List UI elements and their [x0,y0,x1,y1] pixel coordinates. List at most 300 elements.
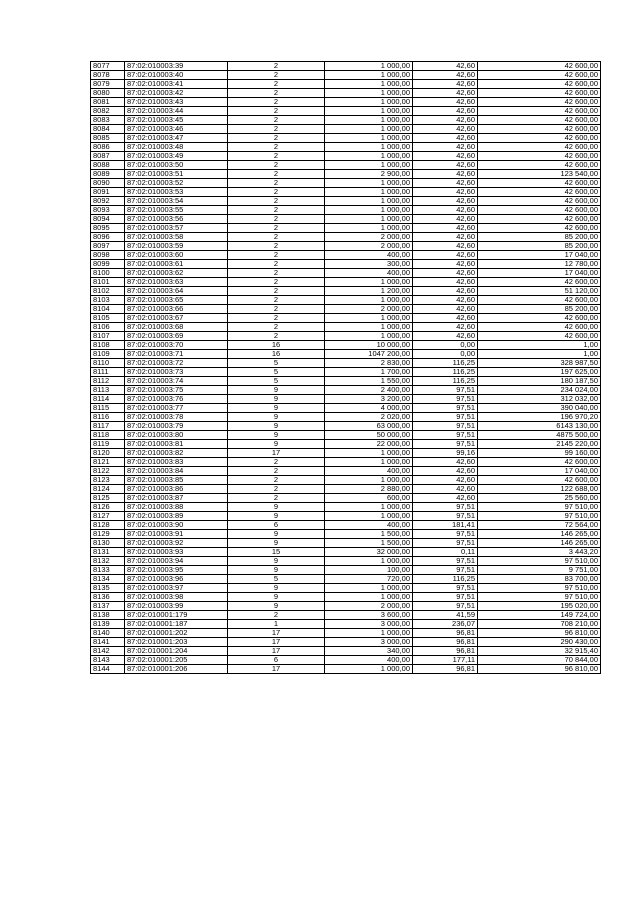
group-cell: 16 [228,350,325,359]
row-number-cell: 8120 [91,449,125,458]
group-cell: 2 [228,476,325,485]
rate-cell: 42,60 [413,458,478,467]
value-cell: 85 200,00 [478,233,601,242]
table-row [91,188,601,197]
table-row [91,197,601,206]
table-row [91,404,601,413]
table-row [91,656,601,665]
row-number-cell: 8118 [91,431,125,440]
group-cell: 6 [228,656,325,665]
value-cell: 42 600,00 [478,332,601,341]
row-number-cell: 8095 [91,224,125,233]
row-number-cell: 8111 [91,368,125,377]
area-cell: 1 000,00 [325,152,413,161]
cadastral-number-cell: 87:02:010003:85 [125,476,228,485]
cadastral-number-cell: 87:02:010003:42 [125,89,228,98]
rate-cell: 96,81 [413,638,478,647]
table-row [91,305,601,314]
rate-cell: 42,60 [413,71,478,80]
group-cell: 9 [228,512,325,521]
value-cell: 708 210,00 [478,620,601,629]
cadastral-number-cell: 87:02:010003:55 [125,206,228,215]
row-number-cell: 8133 [91,566,125,575]
row-number-cell: 8144 [91,665,125,674]
row-number-cell: 8115 [91,404,125,413]
table-row [91,341,601,350]
cadastral-number-cell: 87:02:010003:41 [125,80,228,89]
group-cell: 15 [228,548,325,557]
cadastral-number-cell: 87:02:010001:202 [125,629,228,638]
value-cell: 97 510,00 [478,512,601,521]
value-cell: 42 600,00 [478,134,601,143]
row-number-cell: 8086 [91,143,125,152]
row-number-cell: 8143 [91,656,125,665]
rate-cell: 97,51 [413,431,478,440]
area-cell: 2 000,00 [325,233,413,242]
row-number-cell: 8102 [91,287,125,296]
cadastral-number-cell: 87:02:010003:52 [125,179,228,188]
table-row [91,638,601,647]
area-cell: 1 000,00 [325,80,413,89]
table-row [91,539,601,548]
cadastral-number-cell: 87:02:010003:81 [125,440,228,449]
cadastral-number-cell: 87:02:010001:205 [125,656,228,665]
group-cell: 2 [228,296,325,305]
area-cell: 1 000,00 [325,593,413,602]
area-cell: 1 550,00 [325,377,413,386]
rate-cell: 42,60 [413,206,478,215]
row-number-cell: 8134 [91,575,125,584]
area-cell: 1 000,00 [325,476,413,485]
rate-cell: 42,60 [413,152,478,161]
table-row [91,323,601,332]
area-cell: 1047 200,00 [325,350,413,359]
group-cell: 2 [228,458,325,467]
rate-cell: 99,16 [413,449,478,458]
rate-cell: 42,60 [413,278,478,287]
group-cell: 2 [228,80,325,89]
table-row [91,413,601,422]
group-cell: 2 [228,134,325,143]
area-cell: 1 200,00 [325,287,413,296]
value-cell: 51 120,00 [478,287,601,296]
value-cell: 17 040,00 [478,467,601,476]
rate-cell: 116,25 [413,359,478,368]
cadastral-number-cell: 87:02:010003:62 [125,269,228,278]
group-cell: 2 [228,251,325,260]
cadastral-number-cell: 87:02:010003:58 [125,233,228,242]
group-cell: 2 [228,161,325,170]
area-cell: 1 000,00 [325,629,413,638]
value-cell: 146 265,00 [478,530,601,539]
cadastral-number-cell: 87:02:010003:96 [125,575,228,584]
cadastral-number-cell: 87:02:010003:78 [125,413,228,422]
group-cell: 2 [228,260,325,269]
area-cell: 50 000,00 [325,431,413,440]
rate-cell: 97,51 [413,422,478,431]
table-row [91,233,601,242]
value-cell: 85 200,00 [478,305,601,314]
area-cell: 1 000,00 [325,323,413,332]
rate-cell: 177,11 [413,656,478,665]
group-cell: 2 [228,332,325,341]
area-cell: 1 000,00 [325,584,413,593]
area-cell: 2 830,00 [325,359,413,368]
table-row [91,251,601,260]
cadastral-number-cell: 87:02:010003:95 [125,566,228,575]
rate-cell: 42,60 [413,332,478,341]
table-row [91,116,601,125]
row-number-cell: 8092 [91,197,125,206]
table-row [91,152,601,161]
cadastral-number-cell: 87:02:010003:59 [125,242,228,251]
area-cell: 1 500,00 [325,539,413,548]
row-number-cell: 8081 [91,98,125,107]
group-cell: 2 [228,170,325,179]
row-number-cell: 8085 [91,134,125,143]
cadastral-number-cell: 87:02:010003:82 [125,449,228,458]
row-number-cell: 8093 [91,206,125,215]
rate-cell: 42,60 [413,170,478,179]
rate-cell: 97,51 [413,539,478,548]
group-cell: 2 [228,485,325,494]
value-cell: 12 780,00 [478,260,601,269]
value-cell: 9 751,00 [478,566,601,575]
rate-cell: 96,81 [413,665,478,674]
cadastral-number-cell: 87:02:010003:83 [125,458,228,467]
group-cell: 9 [228,395,325,404]
row-number-cell: 8100 [91,269,125,278]
area-cell: 63 000,00 [325,422,413,431]
row-number-cell: 8089 [91,170,125,179]
value-cell: 42 600,00 [478,215,601,224]
group-cell: 9 [228,413,325,422]
row-number-cell: 8113 [91,386,125,395]
rate-cell: 42,60 [413,62,478,71]
group-cell: 5 [228,377,325,386]
cadastral-number-cell: 87:02:010003:53 [125,188,228,197]
rate-cell: 0,00 [413,341,478,350]
area-cell: 1 000,00 [325,665,413,674]
value-cell: 328 987,50 [478,359,601,368]
group-cell: 2 [228,107,325,116]
group-cell: 9 [228,584,325,593]
row-number-cell: 8098 [91,251,125,260]
group-cell: 2 [228,314,325,323]
group-cell: 9 [228,557,325,566]
table-row [91,143,601,152]
rate-cell: 236,07 [413,620,478,629]
cadastral-number-cell: 87:02:010003:60 [125,251,228,260]
cadastral-number-cell: 87:02:010003:63 [125,278,228,287]
row-number-cell: 8106 [91,323,125,332]
value-cell: 99 160,00 [478,449,601,458]
area-cell: 1 000,00 [325,224,413,233]
rate-cell: 42,60 [413,80,478,89]
rate-cell: 97,51 [413,503,478,512]
value-cell: 97 510,00 [478,584,601,593]
cadastral-number-cell: 87:02:010003:97 [125,584,228,593]
value-cell: 83 700,00 [478,575,601,584]
row-number-cell: 8114 [91,395,125,404]
value-cell: 42 600,00 [478,107,601,116]
cadastral-number-cell: 87:02:010001:204 [125,647,228,656]
row-number-cell: 8110 [91,359,125,368]
table-row [91,485,601,494]
rate-cell: 41,59 [413,611,478,620]
table-row [91,422,601,431]
value-cell: 85 200,00 [478,242,601,251]
area-cell: 1 000,00 [325,314,413,323]
value-cell: 1,00 [478,350,601,359]
table-row [91,314,601,323]
table-row [91,521,601,530]
area-cell: 1 000,00 [325,125,413,134]
row-number-cell: 8109 [91,350,125,359]
cadastral-number-cell: 87:02:010003:43 [125,98,228,107]
group-cell: 17 [228,665,325,674]
rate-cell: 42,60 [413,116,478,125]
value-cell: 96 810,00 [478,665,601,674]
row-number-cell: 8141 [91,638,125,647]
group-cell: 2 [228,206,325,215]
value-cell: 42 600,00 [478,143,601,152]
row-number-cell: 8088 [91,161,125,170]
table-row [91,296,601,305]
cadastral-number-cell: 87:02:010003:47 [125,134,228,143]
row-number-cell: 8128 [91,521,125,530]
group-cell: 17 [228,629,325,638]
value-cell: 123 540,00 [478,170,601,179]
area-cell: 2 000,00 [325,305,413,314]
table-row [91,332,601,341]
rate-cell: 97,51 [413,512,478,521]
row-number-cell: 8131 [91,548,125,557]
table-body [91,62,601,674]
value-cell: 17 040,00 [478,251,601,260]
rate-cell: 96,81 [413,647,478,656]
table-row [91,467,601,476]
area-cell: 2 880,00 [325,485,413,494]
cadastral-number-cell: 87:02:010003:48 [125,143,228,152]
rate-cell: 42,60 [413,485,478,494]
area-cell: 1 000,00 [325,449,413,458]
rate-cell: 0,00 [413,350,478,359]
group-cell: 2 [228,71,325,80]
area-cell: 1 500,00 [325,530,413,539]
group-cell: 2 [228,152,325,161]
value-cell: 42 600,00 [478,179,601,188]
group-cell: 9 [228,440,325,449]
row-number-cell: 8126 [91,503,125,512]
cadastral-number-cell: 87:02:010003:57 [125,224,228,233]
area-cell: 400,00 [325,251,413,260]
area-cell: 10 000,00 [325,341,413,350]
row-number-cell: 8097 [91,242,125,251]
rate-cell: 42,60 [413,188,478,197]
area-cell: 1 000,00 [325,71,413,80]
row-number-cell: 8091 [91,188,125,197]
row-number-cell: 8096 [91,233,125,242]
area-cell: 1 000,00 [325,107,413,116]
area-cell: 3 200,00 [325,395,413,404]
cadastral-number-cell: 87:02:010003:94 [125,557,228,566]
value-cell: 42 600,00 [478,62,601,71]
table-row [91,359,601,368]
rate-cell: 97,51 [413,602,478,611]
area-cell: 1 000,00 [325,278,413,287]
row-number-cell: 8103 [91,296,125,305]
value-cell: 3 443,20 [478,548,601,557]
row-number-cell: 8124 [91,485,125,494]
rate-cell: 42,60 [413,242,478,251]
area-cell: 3 600,00 [325,611,413,620]
area-cell: 1 000,00 [325,188,413,197]
group-cell: 2 [228,278,325,287]
value-cell: 196 970,20 [478,413,601,422]
cadastral-number-cell: 87:02:010003:79 [125,422,228,431]
cadastral-number-cell: 87:02:010003:75 [125,386,228,395]
group-cell: 2 [228,269,325,278]
value-cell: 97 510,00 [478,503,601,512]
rate-cell: 42,60 [413,233,478,242]
group-cell: 2 [228,323,325,332]
table-row [91,179,601,188]
area-cell: 400,00 [325,656,413,665]
row-number-cell: 8135 [91,584,125,593]
cadastral-number-cell: 87:02:010003:46 [125,125,228,134]
value-cell: 42 600,00 [478,89,601,98]
value-cell: 149 724,00 [478,611,601,620]
group-cell: 9 [228,566,325,575]
area-cell: 1 000,00 [325,98,413,107]
table-row [91,269,601,278]
table-row [91,287,601,296]
value-cell: 122 688,00 [478,485,601,494]
group-cell: 9 [228,431,325,440]
area-cell: 3 000,00 [325,620,413,629]
cadastral-number-cell: 87:02:010003:74 [125,377,228,386]
area-cell: 1 700,00 [325,368,413,377]
cadastral-number-cell: 87:02:010003:71 [125,350,228,359]
rate-cell: 97,51 [413,566,478,575]
area-cell: 1 000,00 [325,215,413,224]
rate-cell: 116,25 [413,377,478,386]
row-number-cell: 8121 [91,458,125,467]
row-number-cell: 8142 [91,647,125,656]
group-cell: 2 [228,467,325,476]
table-row [91,431,601,440]
table-row [91,575,601,584]
value-cell: 42 600,00 [478,188,601,197]
group-cell: 2 [228,116,325,125]
value-cell: 312 032,00 [478,395,601,404]
cadastral-number-cell: 87:02:010003:67 [125,314,228,323]
table-row [91,611,601,620]
value-cell: 25 560,00 [478,494,601,503]
row-number-cell: 8083 [91,116,125,125]
area-cell: 1 000,00 [325,503,413,512]
area-cell: 32 000,00 [325,548,413,557]
value-cell: 42 600,00 [478,125,601,134]
area-cell: 300,00 [325,260,413,269]
row-number-cell: 8084 [91,125,125,134]
rate-cell: 42,60 [413,224,478,233]
rate-cell: 97,51 [413,593,478,602]
table-row [91,593,601,602]
cadastral-number-cell: 87:02:010003:99 [125,602,228,611]
group-cell: 2 [228,224,325,233]
rate-cell: 97,51 [413,404,478,413]
cadastral-number-cell: 87:02:010003:49 [125,152,228,161]
table-row [91,170,601,179]
rate-cell: 42,60 [413,296,478,305]
table-row [91,377,601,386]
value-cell: 2145 220,00 [478,440,601,449]
group-cell: 2 [228,242,325,251]
cadastral-number-cell: 87:02:010001:206 [125,665,228,674]
area-cell: 1 000,00 [325,161,413,170]
cadastral-number-cell: 87:02:010003:40 [125,71,228,80]
group-cell: 2 [228,62,325,71]
table-row [91,530,601,539]
value-cell: 97 510,00 [478,593,601,602]
rate-cell: 97,51 [413,386,478,395]
group-cell: 2 [228,233,325,242]
cadastral-number-cell: 87:02:010001:179 [125,611,228,620]
rate-cell: 42,60 [413,287,478,296]
table-row [91,548,601,557]
value-cell: 42 600,00 [478,152,601,161]
group-cell: 9 [228,602,325,611]
table-row [91,260,601,269]
value-cell: 42 600,00 [478,98,601,107]
table-row [91,224,601,233]
area-cell: 1 000,00 [325,197,413,206]
group-cell: 16 [228,341,325,350]
group-cell: 1 [228,620,325,629]
rate-cell: 97,51 [413,395,478,404]
rate-cell: 42,60 [413,143,478,152]
value-cell: 42 600,00 [478,278,601,287]
cadastral-number-cell: 87:02:010003:86 [125,485,228,494]
rate-cell: 97,51 [413,440,478,449]
cadastral-number-cell: 87:02:010003:98 [125,593,228,602]
rate-cell: 96,81 [413,629,478,638]
group-cell: 17 [228,638,325,647]
group-cell: 17 [228,449,325,458]
group-cell: 9 [228,404,325,413]
group-cell: 9 [228,530,325,539]
value-cell: 42 600,00 [478,206,601,215]
table-row [91,629,601,638]
table-row [91,440,601,449]
cadastral-number-cell: 87:02:010003:84 [125,467,228,476]
cadastral-number-cell: 87:02:010003:39 [125,62,228,71]
row-number-cell: 8108 [91,341,125,350]
row-number-cell: 8138 [91,611,125,620]
row-number-cell: 8094 [91,215,125,224]
area-cell: 4 000,00 [325,404,413,413]
table-row [91,395,601,404]
cadastral-number-cell: 87:02:010001:187 [125,620,228,629]
rate-cell: 181,41 [413,521,478,530]
row-number-cell: 8136 [91,593,125,602]
rate-cell: 97,51 [413,530,478,539]
table-row [91,566,601,575]
table-row [91,494,601,503]
area-cell: 1 000,00 [325,458,413,467]
